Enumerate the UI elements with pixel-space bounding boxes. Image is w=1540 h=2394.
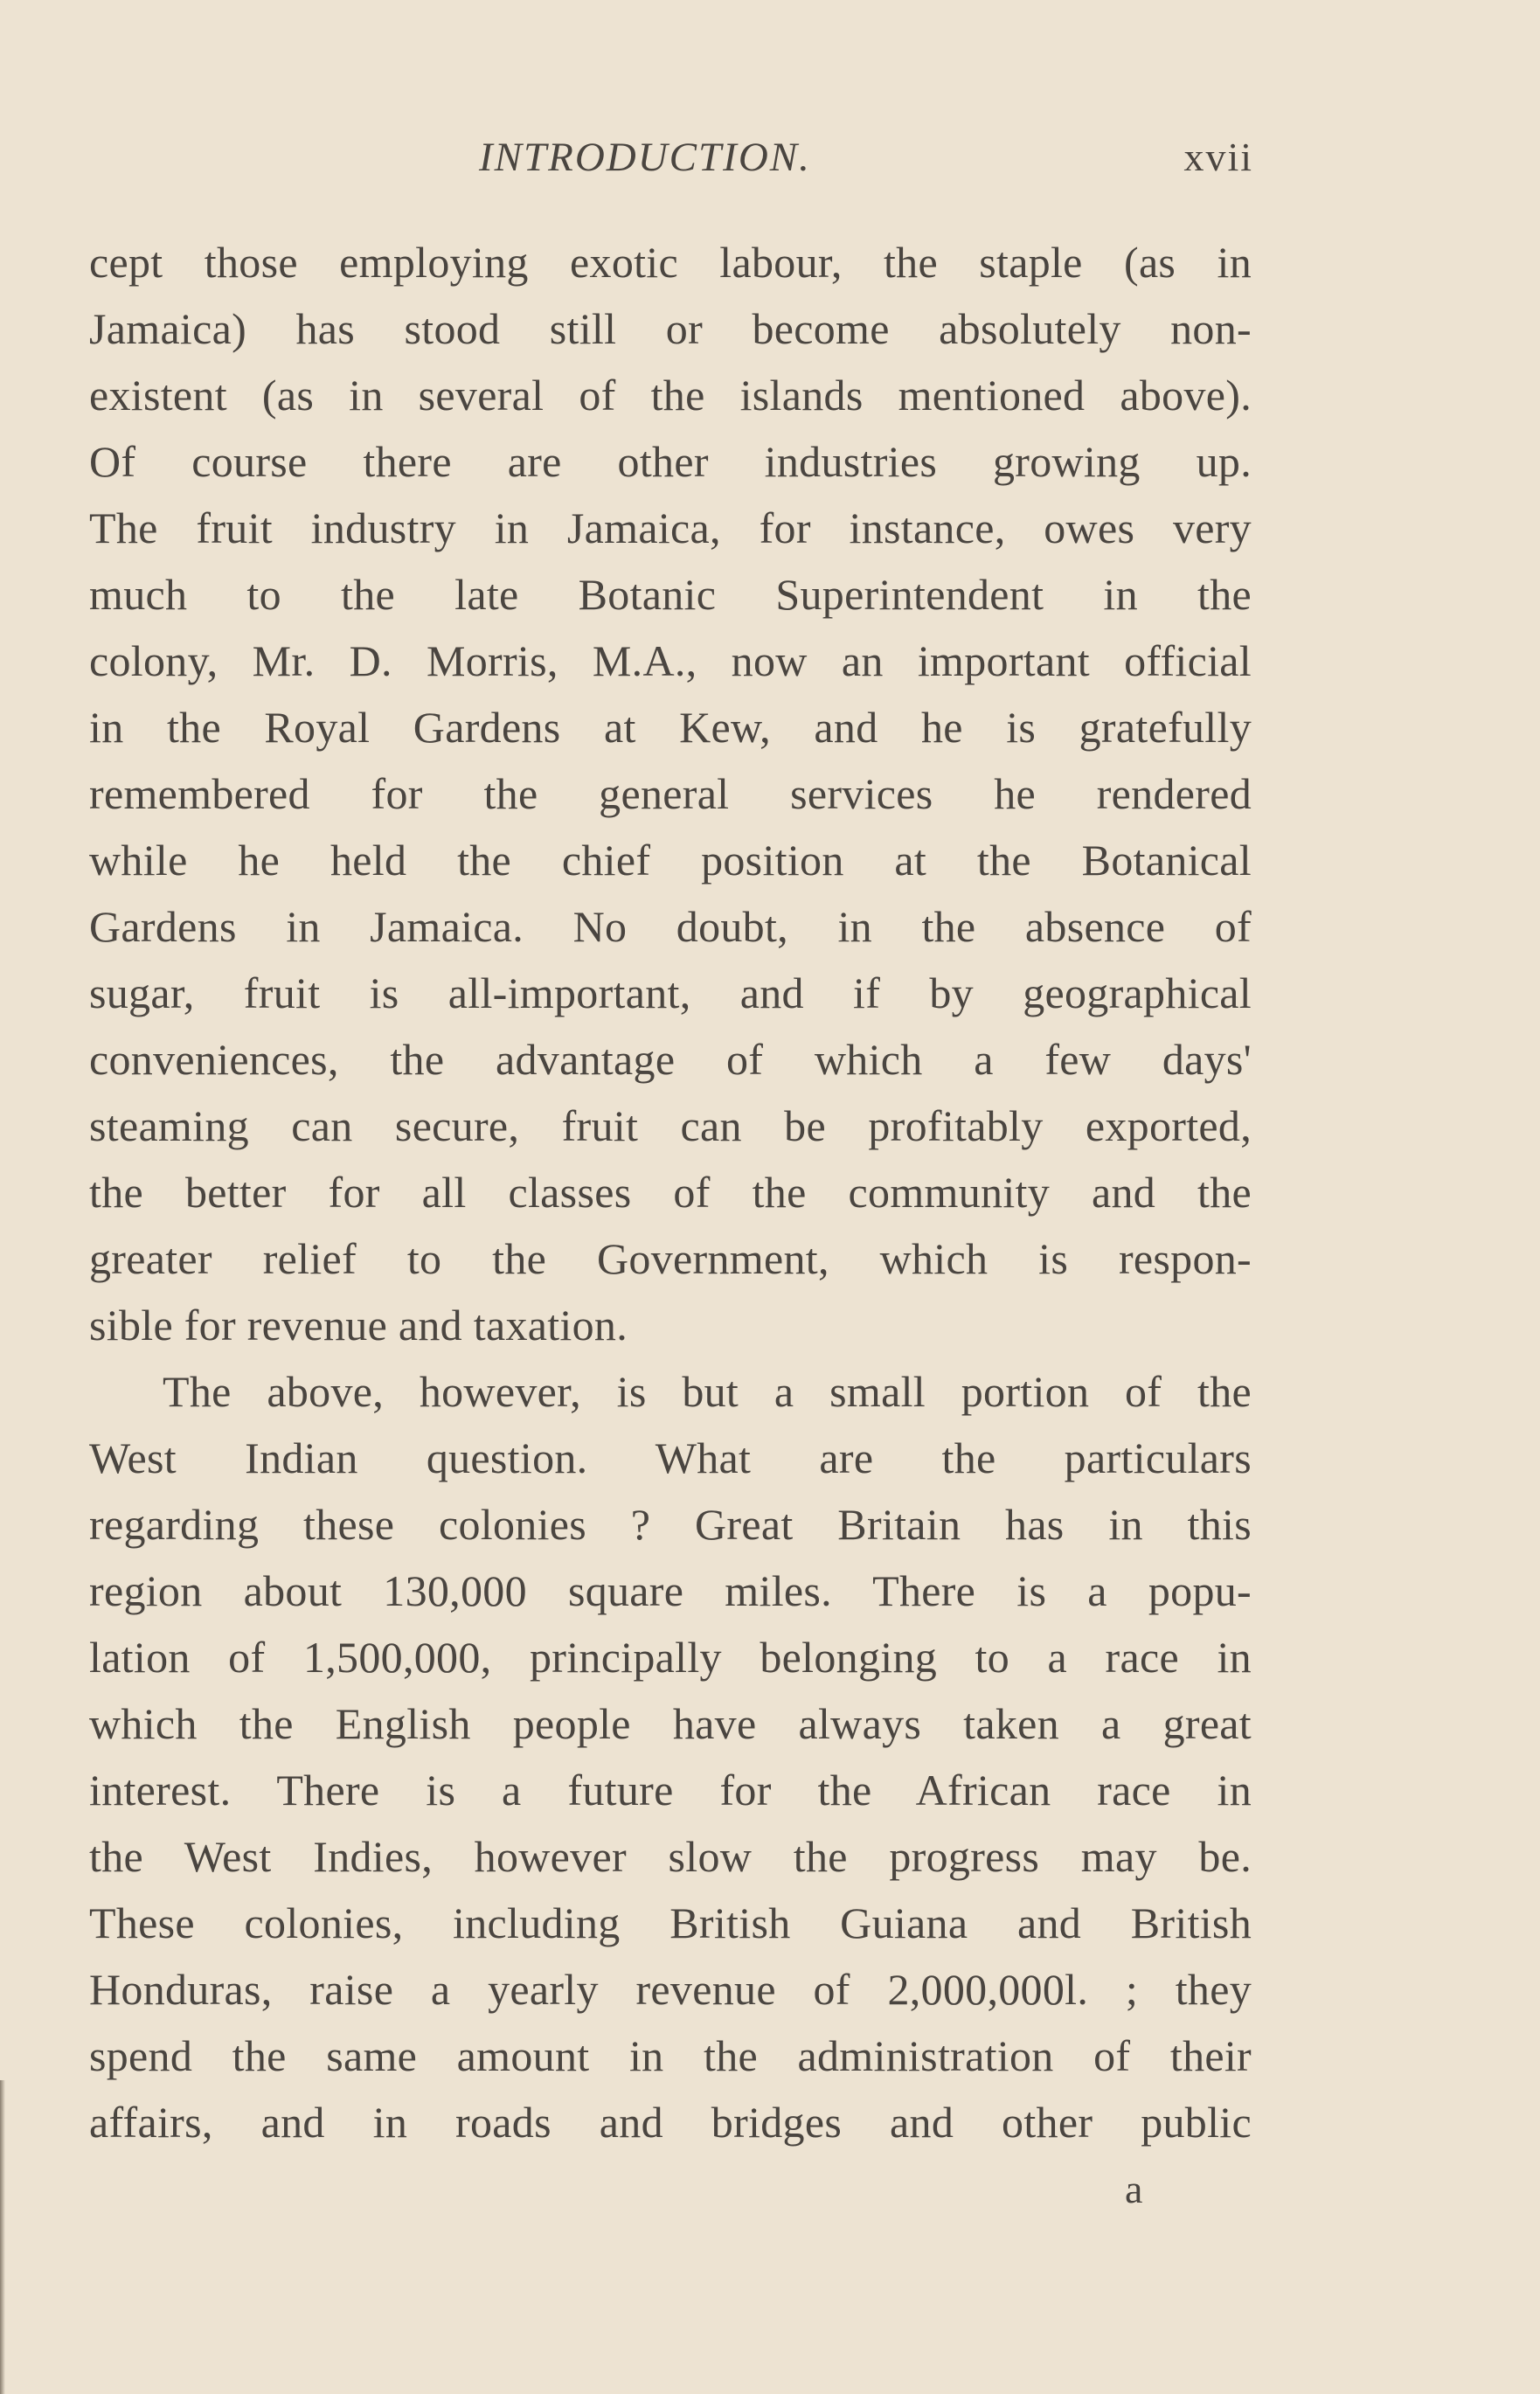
text-line: while he held the chief position at the Botanical [89,836,1252,885]
text-line: interest. There is a future for the African race in [89,1766,1252,1815]
text-line: spend the same amount in the administration of their [89,2031,1252,2080]
text-line: Honduras, raise a yearly revenue of 2,000,000l. ; they [89,1965,1252,2014]
text-line: These colonies, including British Guiana and British [89,1898,1252,1947]
text-line: West Indian question. What are the particulars [89,1433,1252,1482]
text-line: Jamaica) has stood still or become absolutely non- [89,304,1252,353]
text-line: regarding these colonies ? Great Britain has in this [89,1500,1252,1549]
text-line: Of course there are other industries growing up. [89,437,1252,486]
signature-mark: a [1125,2167,1143,2211]
text-line: region about 130,000 square miles. There is a popu- [89,1566,1252,1615]
text-line: affairs, and in roads and bridges and other public [89,2098,1252,2147]
text-line: sugar, fruit is all-important, and if by geographical [89,968,1252,1017]
text-line: colony, Mr. D. Morris, M.A., now an important official [89,636,1252,685]
text-line: which the English people have always taken a great [89,1699,1252,1748]
text-line: conveniences, the advantage of which a few days' [89,1035,1252,1084]
paragraph-start-line: The above, however, is but a small portion of the [163,1367,1252,1416]
text-line: Gardens in Jamaica. No doubt, in the absence of [89,902,1252,951]
text-line: the better for all classes of the community and the [89,1168,1252,1217]
text-line: lation of 1,500,000, principally belonging to a race in [89,1633,1252,1682]
text-line: in the Royal Gardens at Kew, and he is gratefully [89,703,1252,752]
text-line: steaming can secure, fruit can be profitably exported, [89,1101,1252,1150]
running-title: INTRODUCTION. [479,135,811,180]
text-line: The fruit industry in Jamaica, for instance, owes very [89,503,1252,552]
text-line: remembered for the general services he rendered [89,769,1252,818]
text-line: existent (as in several of the islands mentioned above). [89,371,1252,420]
text-line: greater relief to the Government, which is respon- [89,1234,1252,1283]
text-line: much to the late Botanic Superintendent in the [89,570,1252,619]
text-line: cept those employing exotic labour, the staple (as in [89,238,1252,287]
page-number: xvii [1183,135,1253,179]
paragraph-end-line: sible for revenue and taxation. [89,1301,628,1350]
page-edge-shadow [0,2080,5,2394]
text-line: the West Indies, however slow the progress may be. [89,1832,1252,1881]
running-head [0,131,1540,184]
body-text [89,229,1252,2155]
